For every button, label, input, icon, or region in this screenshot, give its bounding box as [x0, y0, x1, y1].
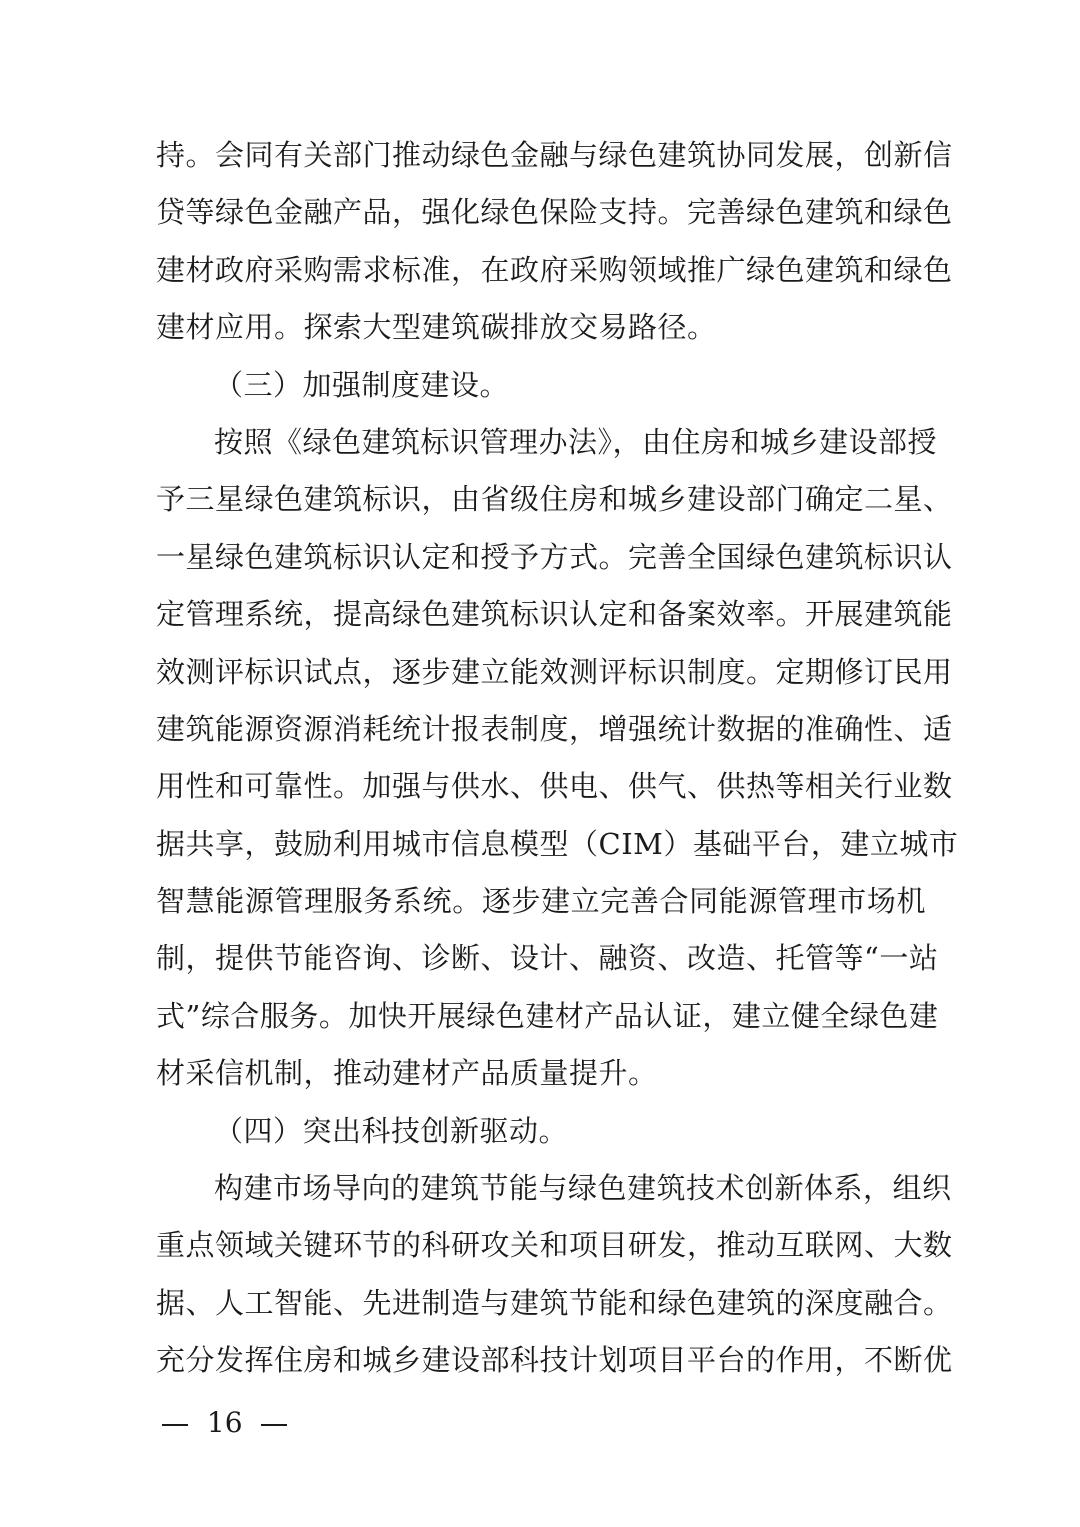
paragraph-line: 构建市场导向的建筑节能与绿色建筑技术创新体系，组织 — [214, 1171, 952, 1206]
paragraph-line: 据共享，鼓励利用城市信息模型（CIM）基础平台，建立城市 — [156, 826, 959, 861]
paragraph-line: 重点领域关键环节的科研攻关和项目研发，推动互联网、大数 — [156, 1228, 953, 1263]
paragraph-line: 材采信机制，推动建材产品质量提升。 — [156, 1056, 658, 1091]
section-heading-3: （三）加强制度建设。 — [214, 367, 510, 402]
footer-dash-left — [162, 1424, 188, 1426]
paragraph-line: 智慧能源管理服务系统。逐步建立完善合同能源管理市场机 — [156, 884, 926, 919]
paragraph-line: 据、人工智能、先进制造与建筑节能和绿色建筑的深度融合。 — [156, 1285, 953, 1320]
paragraph-line: 按照《绿色建筑标识管理办法》，由住房和城乡建设部授 — [214, 424, 938, 459]
paragraph-line: 效测评标识试点，逐步建立能效测评标识制度。定期修订民用 — [156, 654, 953, 689]
page-footer — [156, 1398, 293, 1448]
body-text — [156, 127, 959, 1390]
paragraph-line: 建材应用。探索大型建筑碳排放交易路径。 — [156, 310, 717, 345]
paragraph-line: 贷等绿色金融产品，强化绿色保险支持。完善绿色建筑和绿色 — [156, 195, 953, 230]
paragraph-line: 制，提供节能咨询、诊断、设计、融资、改造、托管等“一站 — [156, 941, 939, 976]
paragraph-line: 式”综合服务。加快开展绿色建材产品认证，建立健全绿色建 — [156, 998, 939, 1033]
paragraph-line: 建筑能源资源消耗统计报表制度，增强统计数据的准确性、适 — [156, 711, 953, 746]
paragraph-line: 一星绿色建筑标识认定和授予方式。完善全国绿色建筑标识认 — [156, 539, 953, 574]
paragraph-line: 定管理系统，提高绿色建筑标识认定和备案效率。开展建筑能 — [156, 597, 953, 632]
page-number: 16 — [206, 1406, 243, 1439]
paragraph-line: 用性和可靠性。加强与供水、供电、供气、供热等相关行业数 — [156, 769, 953, 804]
paragraph-line: 充分发挥住房和城乡建设部科技计划项目平台的作用，不断优 — [156, 1343, 953, 1378]
footer-dash-right — [261, 1424, 287, 1426]
paragraph-line: 予三星绿色建筑标识，由省级住房和城乡建设部门确定二星、 — [156, 482, 953, 517]
section-heading-4: （四）突出科技创新驱动。 — [214, 1113, 569, 1148]
paragraph-line: 持。会同有关部门推动绿色金融与绿色建筑协同发展，创新信 — [156, 138, 953, 172]
paragraph-line: 建材政府采购需求标准，在政府采购领域推广绿色建筑和绿色 — [156, 252, 953, 287]
